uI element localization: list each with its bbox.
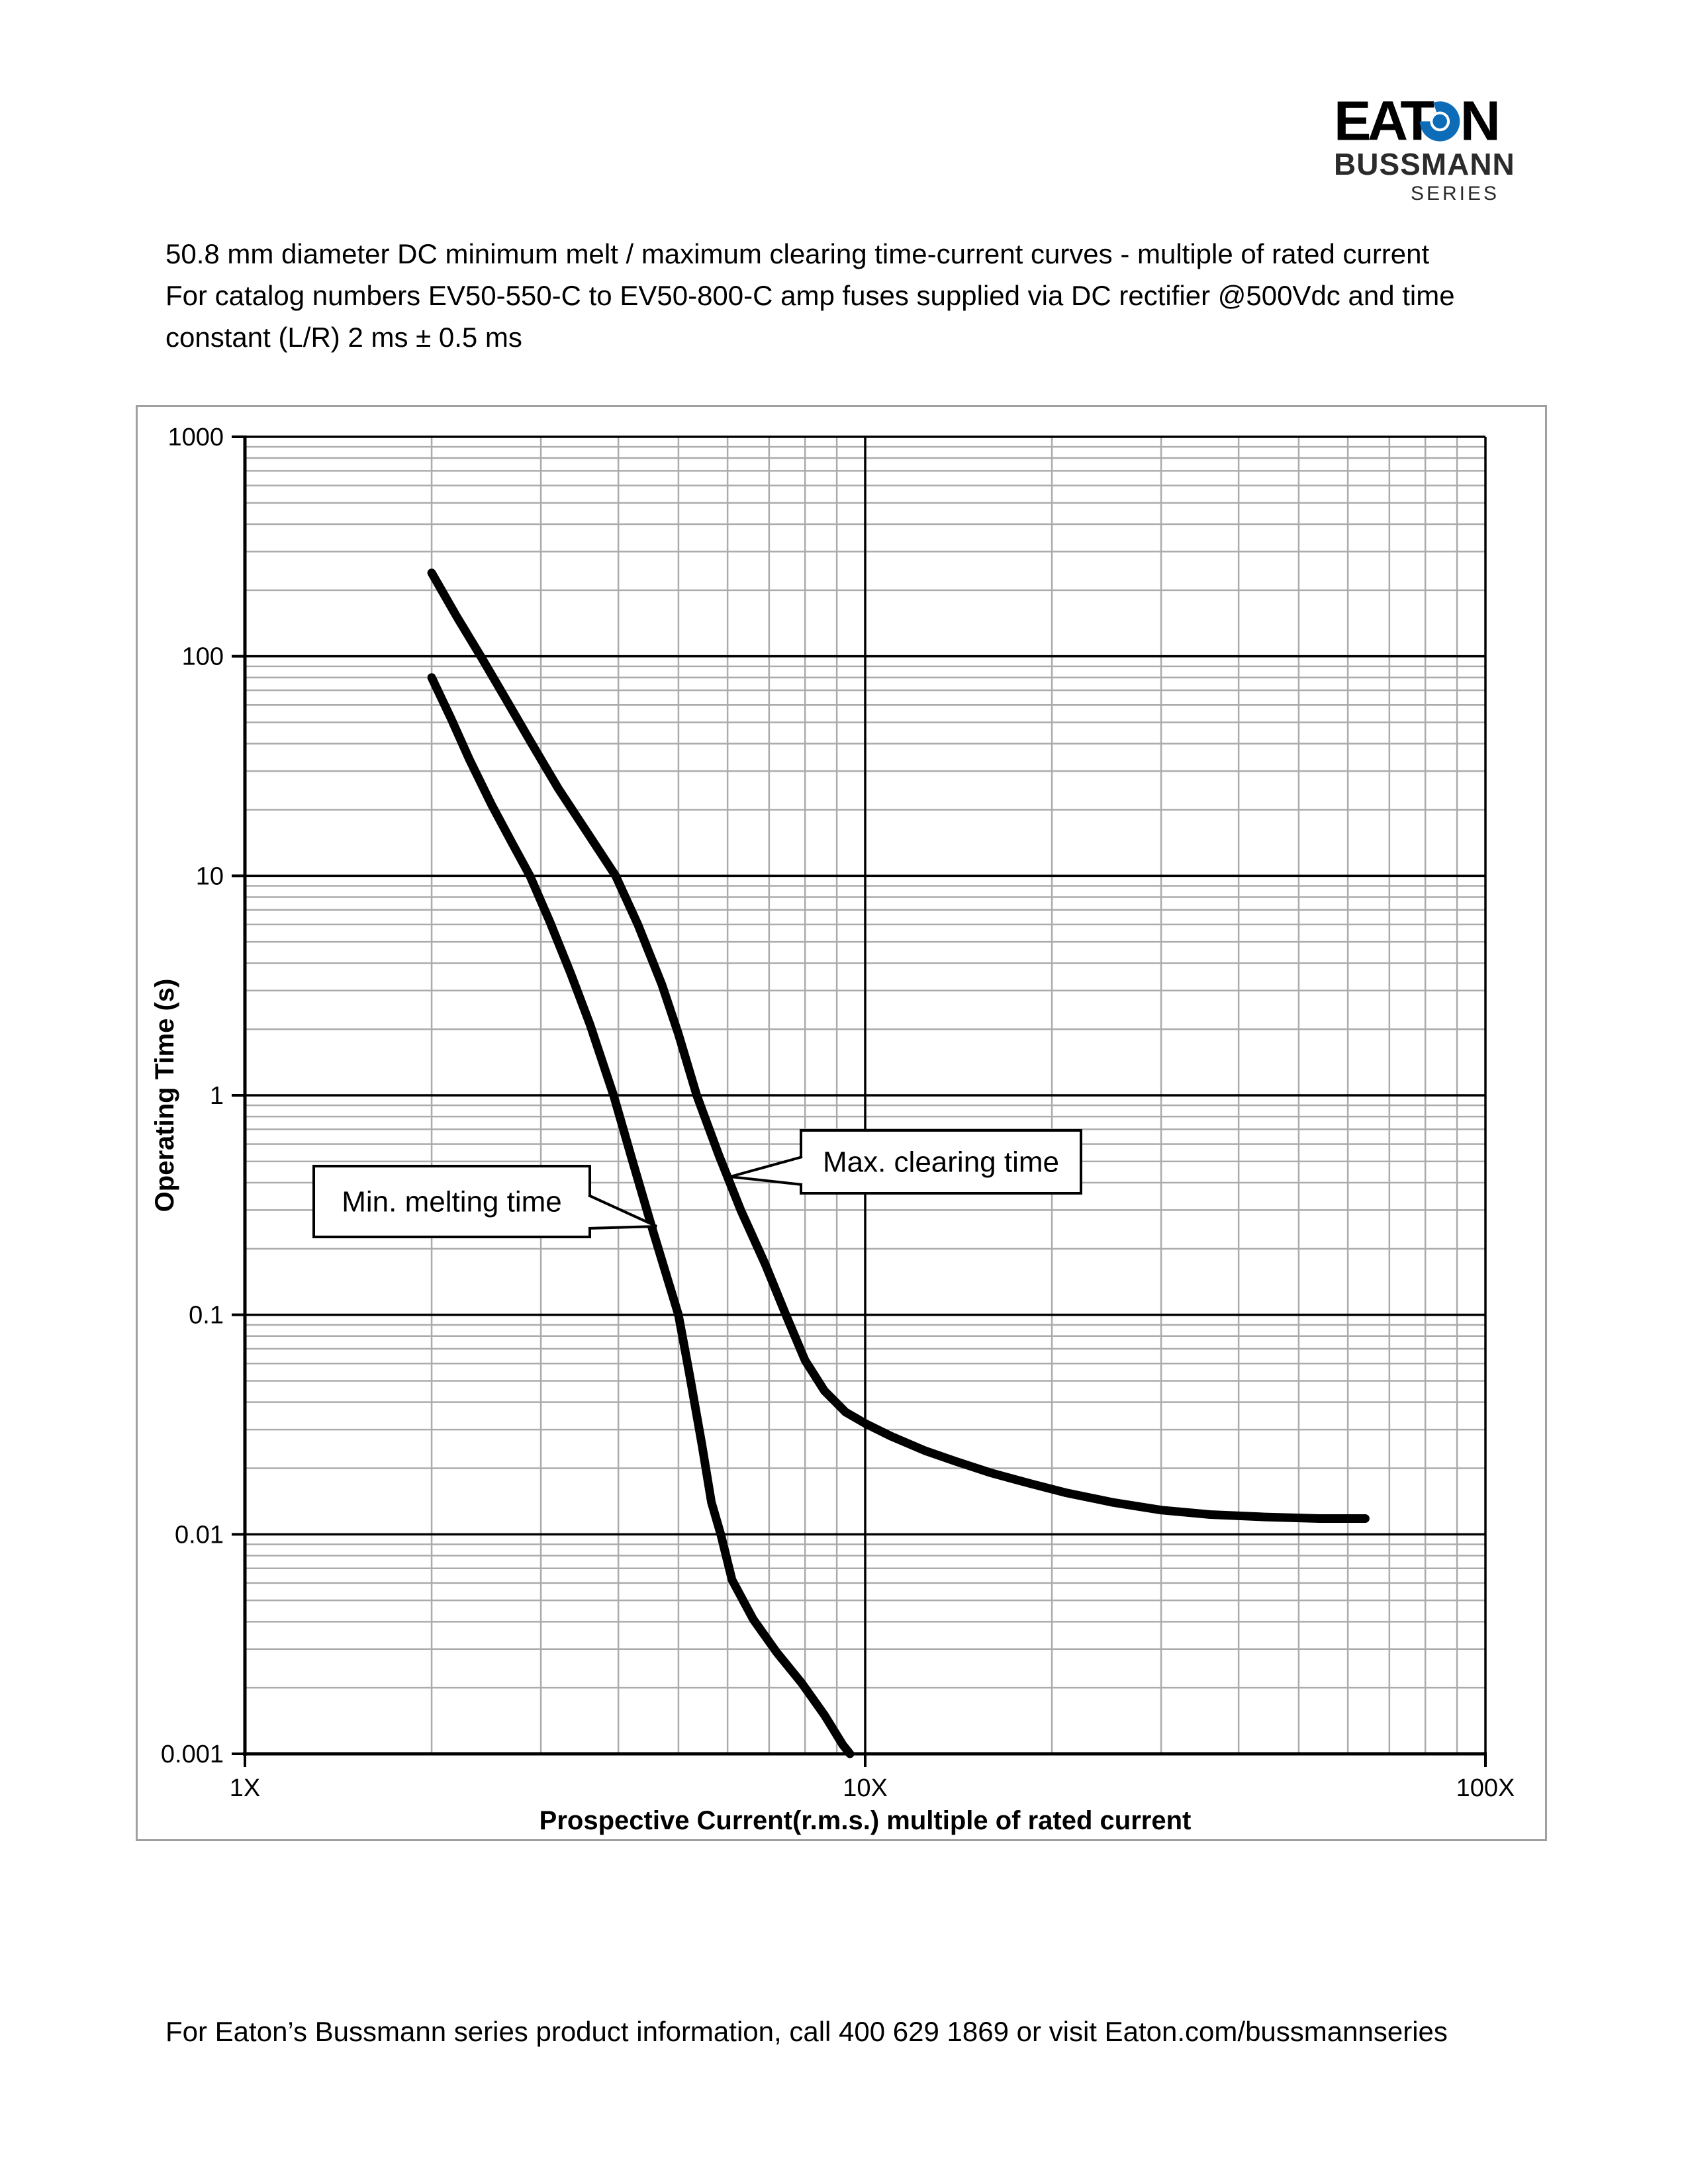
eaton-logo-icon (1334, 99, 1501, 142)
title-line-1: 50.8 mm diameter DC minimum melt / maximum clearing time-current curves - multiple of rated current (165, 238, 1430, 269)
y-tick-label: 1 (209, 1082, 224, 1110)
bussmann-wordmark: BUSSMANN (1334, 147, 1515, 181)
eaton-bussmann-logo (1334, 99, 1515, 205)
title-line-3: constant (L/R) 2 ms ± 0.5 ms (165, 322, 522, 353)
y-axis-title: Operating Time (s) (150, 978, 179, 1212)
y-tick-label: 1000 (167, 424, 224, 451)
time-current-chart (136, 405, 1547, 1841)
y-tick-label: 0.01 (175, 1521, 224, 1549)
document-title (165, 233, 1542, 358)
y-tick-label: 10 (195, 862, 224, 891)
title-line-2: For catalog numbers EV50-550-C to EV50-800-C amp fuses supplied via DC rectifier @500Vdc and time (165, 280, 1455, 311)
x-axis-title: Prospective Current(r.m.s.) multiple of rated current (539, 1806, 1192, 1835)
x-tick-label: 1X (229, 1774, 261, 1802)
eaton-logo-n-text: N (1460, 99, 1501, 142)
callout-label: Min. melting time (342, 1185, 562, 1218)
chart-svg (136, 405, 1547, 1841)
x-tick-label: 100X (1456, 1774, 1515, 1802)
chart-border (137, 406, 1546, 1841)
y-tick-label: 100 (181, 643, 224, 671)
eaton-logo-eat-text: EAT (1334, 99, 1431, 142)
footer-contact-text: For Eaton’s Bussmann series product information, call 400 629 1869 or visit Eaton.com/bussmannseries (165, 2016, 1448, 2047)
callout-label: Max. clearing time (822, 1146, 1060, 1179)
y-tick-label: 0.1 (189, 1301, 224, 1330)
x-tick-label: 10X (843, 1774, 888, 1802)
eaton-logo-o-dot (1432, 114, 1447, 129)
series-wordmark: SERIES (1410, 183, 1499, 205)
y-tick-label: 0.001 (160, 1741, 224, 1768)
